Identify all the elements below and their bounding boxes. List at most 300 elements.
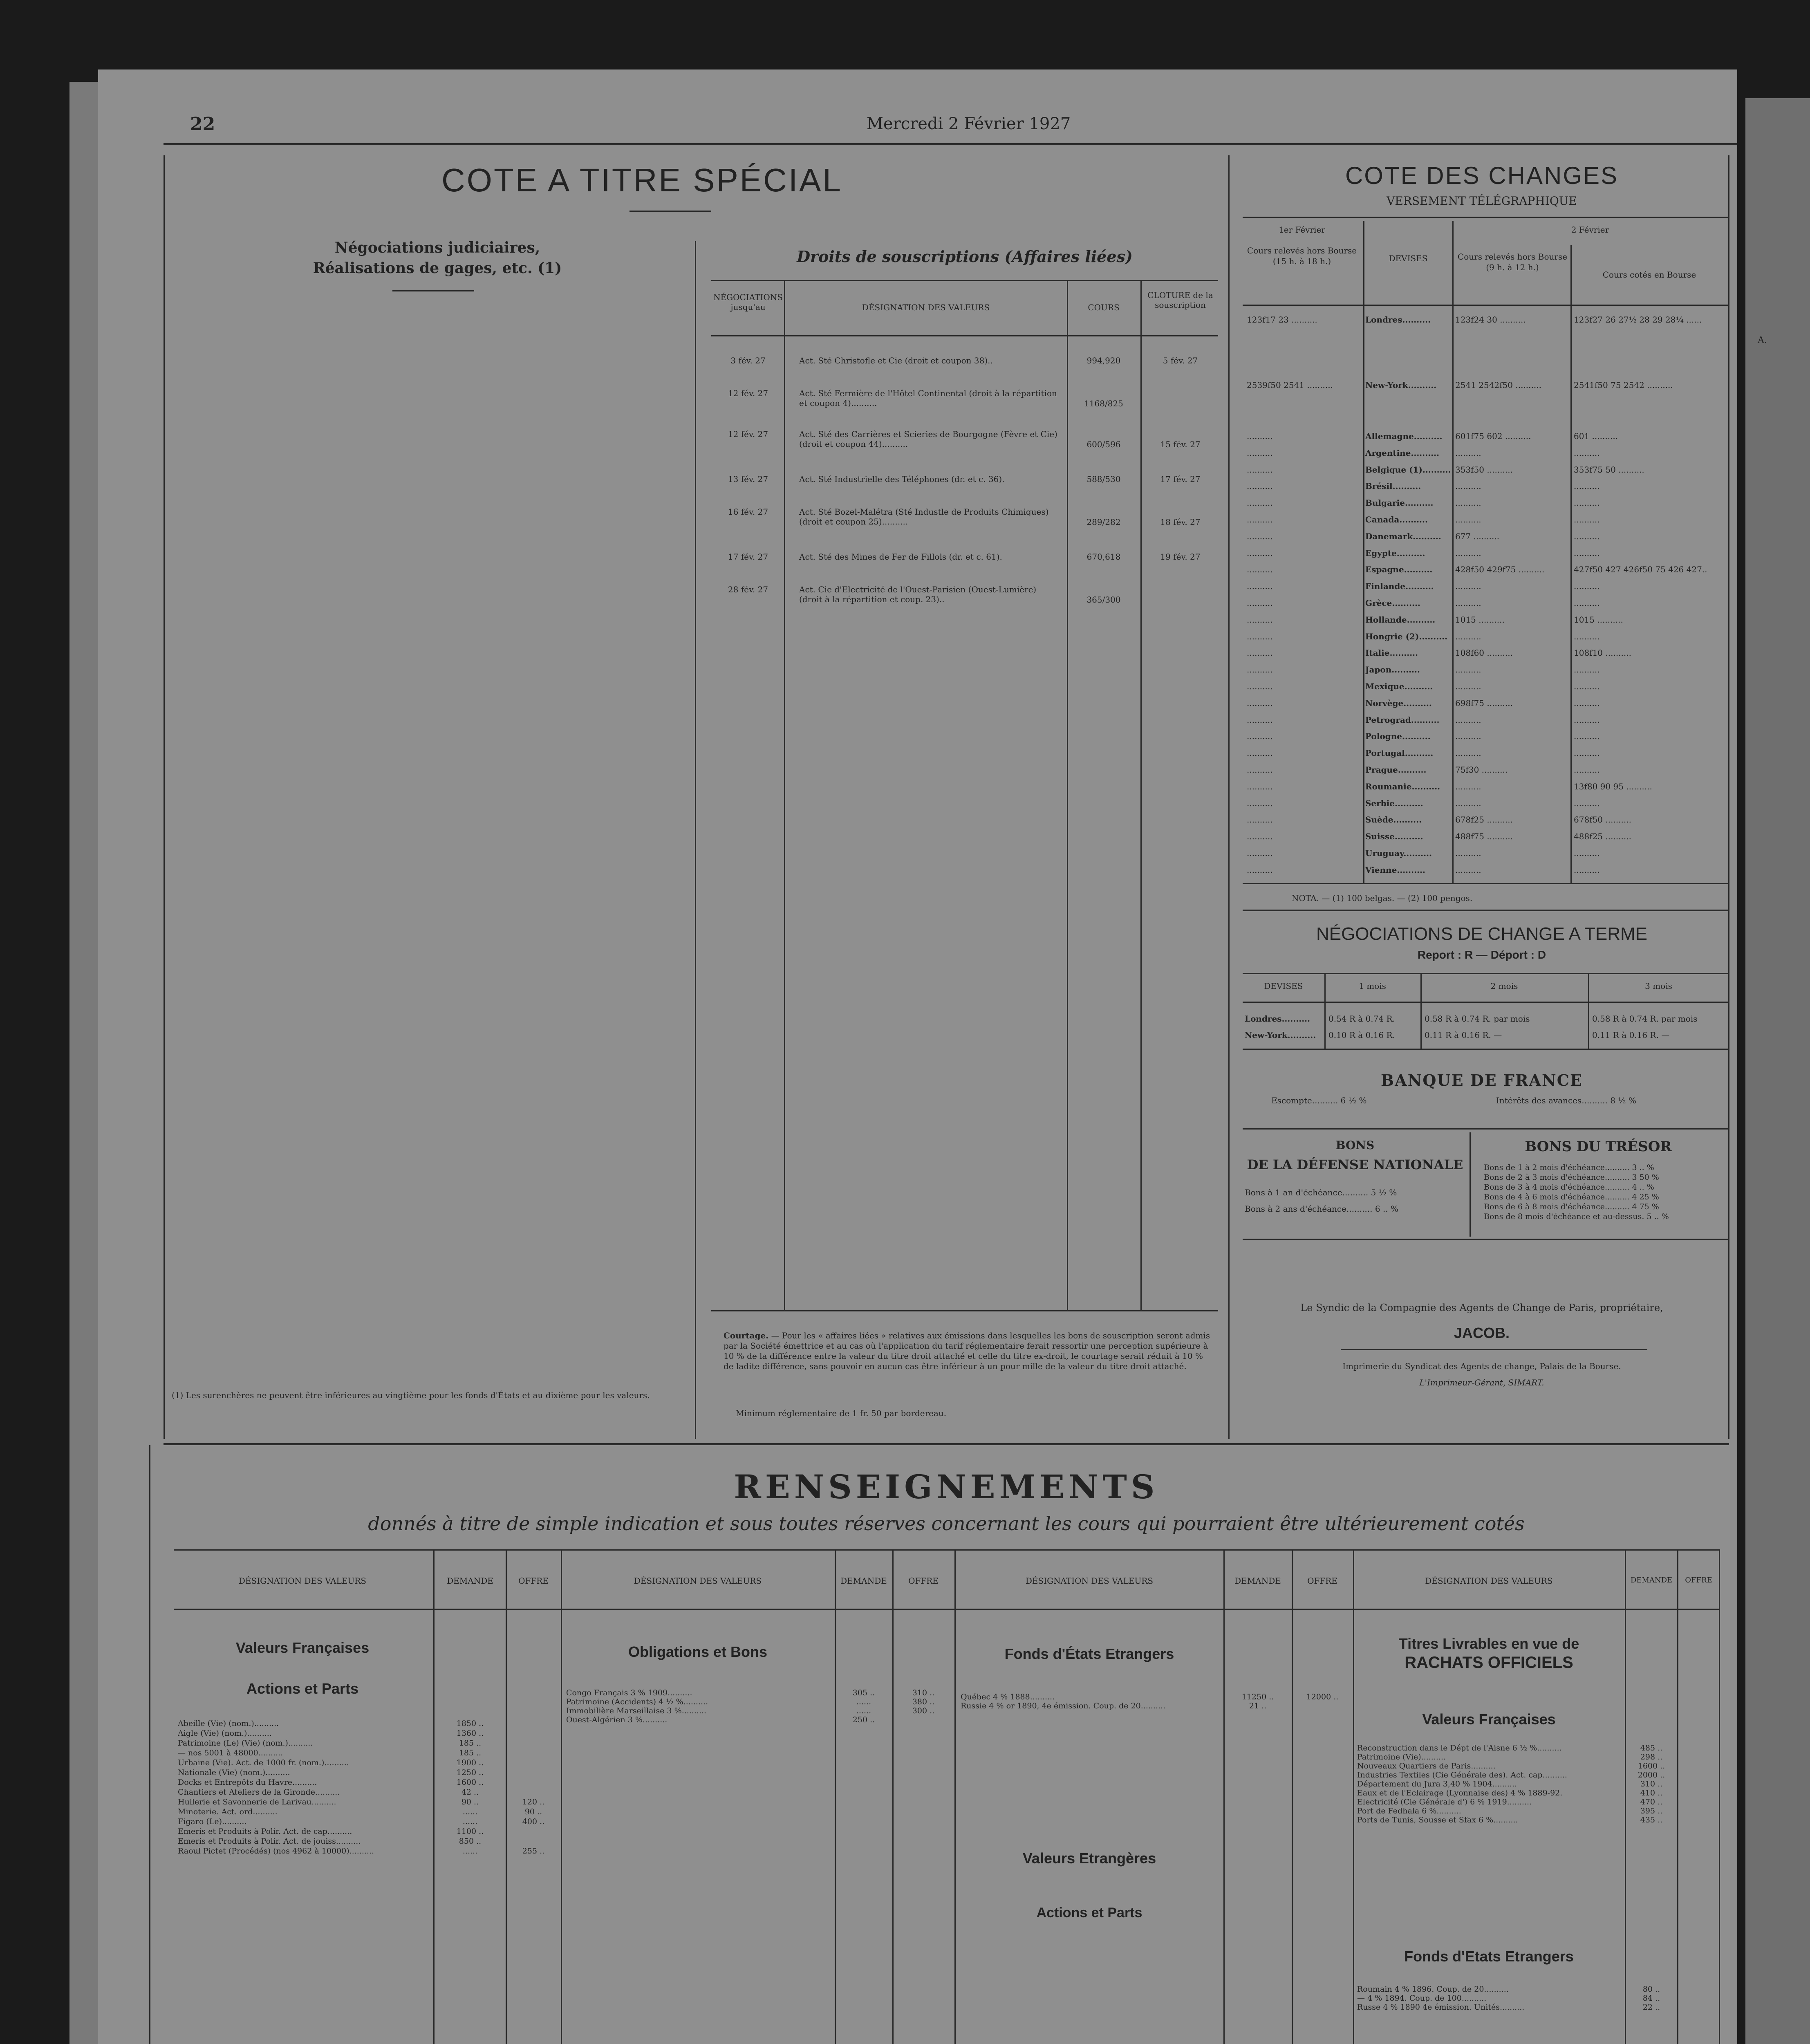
- changes-row-prev: ..........: [1247, 431, 1273, 441]
- terme-h-1mois: 1 mois: [1359, 981, 1386, 991]
- rens-div-c1b: [506, 1549, 507, 2044]
- changes-row-hors-bourse: 698f75 ..........: [1455, 698, 1513, 708]
- changes-row-prev: ..........: [1247, 848, 1273, 858]
- changes-row-prev: ..........: [1247, 765, 1273, 775]
- c1-row-demande: 1250 ..: [456, 1768, 484, 1777]
- droits-col3: [1140, 280, 1142, 1310]
- terme-col3: [1588, 973, 1589, 1049]
- neg-underline: [392, 290, 474, 291]
- changes-row-prev: 123f17 23 ..........: [1247, 315, 1317, 325]
- changes-row-devise: Suède..........: [1365, 815, 1422, 825]
- renseignements-title: RENSEIGNEMENTS: [734, 1468, 1159, 1506]
- syndic-rule: [1341, 1349, 1647, 1350]
- changes-row-bourse: 601 ..........: [1574, 431, 1618, 441]
- changes-row-devise: Belgique (1)..........: [1365, 465, 1451, 475]
- c4-h-off: OFFRE: [1685, 1576, 1712, 1585]
- c3-h-des: DÉSIGNATION DES VALEURS: [1025, 1576, 1154, 1586]
- changes-row-prev: ..........: [1247, 581, 1273, 591]
- droits-row-cours: 670,618: [1086, 552, 1121, 562]
- frame-left: [164, 155, 165, 1439]
- changes-row-hors-bourse: ..........: [1455, 598, 1481, 608]
- c1-row-demande: 42 ..: [461, 1788, 479, 1797]
- c4-row2-demande: 22 ..: [1642, 2003, 1660, 2012]
- c1-h-off: OFFRE: [518, 1576, 549, 1586]
- rens-div-c1a: [433, 1549, 435, 2044]
- c4-h1a: Titres Livrables en vue de: [1398, 1635, 1579, 1652]
- c1-row-name: Raoul Pictet (Procédés) (nos 4962 à 10000)..........: [178, 1847, 374, 1856]
- courtage-label: Courtage.: [724, 1331, 769, 1340]
- changes-row-devise: Serbie..........: [1365, 798, 1423, 808]
- c1-row-name: Emeris et Produits à Polir. Act. de jouiss..........: [178, 1837, 361, 1846]
- header-rule: [164, 143, 1737, 145]
- rens-div-c1c: [561, 1549, 562, 2044]
- syndic-name: JACOB.: [1454, 1325, 1510, 1341]
- changes-h-right-date: 2 Février: [1571, 225, 1609, 235]
- c4-h-des: DÉSIGNATION DES VALEURS: [1425, 1576, 1553, 1586]
- changes-row-bourse: ..........: [1574, 581, 1600, 591]
- c1-row-demande: 90 ..: [461, 1797, 479, 1806]
- c4-h-dem: DEMANDE: [1630, 1576, 1673, 1585]
- neg-divider: [695, 241, 696, 1439]
- changes-rule-bottom: [1243, 883, 1729, 884]
- rens-div-c2b: [892, 1549, 894, 2044]
- changes-row-hors-bourse: ..........: [1455, 581, 1481, 591]
- changes-row-prev: ..........: [1247, 681, 1273, 691]
- changes-row-prev: ..........: [1247, 531, 1273, 541]
- changes-row-bourse: ..........: [1574, 498, 1600, 508]
- changes-row-prev: ..........: [1247, 748, 1273, 758]
- changes-row-bourse: ..........: [1574, 515, 1600, 524]
- changes-row-prev: ..........: [1247, 648, 1273, 658]
- rens-div-c4a: [1625, 1549, 1626, 2044]
- rens-frame-left: [149, 1445, 150, 2044]
- droits-row-cours: 289/282: [1086, 517, 1121, 527]
- terme-row-1mois: 0.54 R à 0.74 R.: [1328, 1014, 1395, 1024]
- c1-row-offre: 400 ..: [522, 1817, 545, 1826]
- c2-h1: Obligations et Bons: [628, 1643, 767, 1660]
- page-number: 22: [190, 114, 215, 134]
- renseignements-subtitle: donnés à titre de simple indication et sous toutes réserves concernant les cours qui pourraient être ultérieurement cotés: [368, 1513, 1525, 1535]
- changes-row-devise: Uruguay..........: [1365, 848, 1432, 858]
- bons-def-t1: BONS: [1335, 1139, 1375, 1152]
- changes-row-prev: ..........: [1247, 831, 1273, 841]
- c2-row-offre: 380 ..: [912, 1697, 935, 1706]
- banque-title: BANQUE DE FRANCE: [1381, 1071, 1583, 1089]
- changes-row-prev: ..........: [1247, 715, 1273, 725]
- changes-h-left-date: 1er Février: [1279, 225, 1325, 235]
- changes-row-bourse: 427f50 427 426f50 75 426 427..: [1574, 565, 1707, 574]
- changes-row-prev: ..........: [1247, 615, 1273, 625]
- c4-row2-demande: 80 ..: [1642, 1985, 1660, 1994]
- droits-row-date: 12 fév. 27: [728, 388, 768, 398]
- terme-row-3mois: 0.58 R à 0.74 R. par mois: [1592, 1014, 1698, 1024]
- changes-row-bourse: ..........: [1574, 748, 1600, 758]
- changes-row-devise: Norvège..........: [1365, 698, 1432, 708]
- changes-row-hors-bourse: 488f75 ..........: [1455, 831, 1513, 841]
- c1-row-demande: 1360 ..: [456, 1729, 484, 1738]
- c2-row-demande: ......: [856, 1697, 871, 1706]
- bons-tresor-line: Bons de 6 à 8 mois d'échéance.......... 4 75 %: [1484, 1202, 1659, 1211]
- c1-row-name: Huilerie et Savonnerie de Larivau..........: [178, 1797, 336, 1806]
- c4-row2-demande: 84 ..: [1642, 1994, 1660, 2003]
- droits-rule-bottom: [711, 1310, 1218, 1311]
- surenchere-footnote: (1) Les surenchères ne peuvent être inférieures au vingtième pour les fonds d'États et au dixième pour les valeurs.: [172, 1390, 650, 1400]
- changes-subtitle: VERSEMENT TÉLÉGRAPHIQUE: [1387, 194, 1577, 208]
- changes-row-hors-bourse: ..........: [1455, 665, 1481, 675]
- changes-row-bourse: 108f10 ..........: [1574, 648, 1631, 658]
- c1-row-name: Minoterie. Act. ord..........: [178, 1807, 278, 1816]
- changes-row-bourse: ..........: [1574, 865, 1600, 875]
- droits-row-designation: Act. Sté Christofle et Cie (droit et coupon 38)..: [799, 356, 993, 365]
- terme-row-2mois: 0.58 R à 0.74 R. par mois: [1425, 1014, 1530, 1024]
- rens-div-c3c: [1353, 1549, 1354, 2044]
- changes-row-bourse: ..........: [1574, 731, 1600, 741]
- page-date: Mercredi 2 Février 1927: [867, 114, 1071, 133]
- changes-row-hors-bourse: ..........: [1455, 448, 1481, 458]
- c2-row-demande: ......: [856, 1706, 871, 1715]
- changes-row-hors-bourse: ..........: [1455, 715, 1481, 725]
- title-underline: [629, 211, 711, 212]
- changes-row-devise: Brésil..........: [1365, 481, 1421, 491]
- c1-row-name: Aigle (Vie) (nom.)..........: [178, 1729, 272, 1738]
- rens-div-c4b: [1677, 1549, 1678, 2044]
- terme-row-3mois: 0.11 R à 0.16 R. —: [1592, 1030, 1670, 1040]
- c1-row-offre: 120 ..: [522, 1797, 545, 1806]
- terme-rule: [1243, 910, 1729, 911]
- changes-row-bourse: ..........: [1574, 848, 1600, 858]
- terme-rule-head: [1243, 1002, 1729, 1003]
- changes-row-hors-bourse: ..........: [1455, 548, 1481, 558]
- changes-row-hors-bourse: 1015 ..........: [1455, 615, 1505, 625]
- changes-row-hors-bourse: ..........: [1455, 632, 1481, 641]
- negociations-title-2: Réalisations de gages, etc. (1): [313, 260, 562, 277]
- changes-h-right: Cours cotés en Bourse: [1602, 270, 1696, 280]
- c1-row-name: Urbaine (Vie). Act. de 1000 fr. (nom.)..........: [178, 1758, 349, 1767]
- changes-row-devise: Finlande..........: [1365, 581, 1434, 591]
- c4-row-demande: 435 ..: [1640, 1815, 1663, 1824]
- c3-h-off: OFFRE: [1307, 1576, 1337, 1586]
- changes-row-hors-bourse: 353f50 ..........: [1455, 465, 1513, 475]
- c1-row-offre: 255 ..: [522, 1847, 545, 1856]
- changes-row-bourse: 13f80 90 95 ..........: [1574, 782, 1652, 791]
- changes-row-prev: ..........: [1247, 698, 1273, 708]
- imprimerie-line: Imprimerie du Syndicat des Agents de change, Palais de la Bourse.: [1342, 1361, 1621, 1371]
- c4-row-name: Nouveaux Quartiers de Paris..........: [1357, 1762, 1496, 1771]
- changes-row-bourse: ..........: [1574, 698, 1600, 708]
- changes-row-hors-bourse: 677 ..........: [1455, 531, 1500, 541]
- rens-div-c4c: [1719, 1549, 1720, 2044]
- changes-row-bourse: ..........: [1574, 481, 1600, 491]
- c1-row-name: Patrimoine (Le) (Vie) (nom.)..........: [178, 1739, 313, 1748]
- changes-row-hors-bourse: 428f50 429f75 ..........: [1455, 565, 1545, 574]
- changes-row-devise: Hollande..........: [1365, 615, 1436, 625]
- courtage-minimum: Minimum réglementaire de 1 fr. 50 par bordereau.: [736, 1408, 947, 1418]
- c1-row-name: Chantiers et Ateliers de la Gironde..........: [178, 1788, 340, 1797]
- c1-h1: Valeurs Françaises: [235, 1639, 370, 1656]
- c4-h3: Fonds d'Etats Etrangers: [1404, 1948, 1574, 1965]
- c4-row2-name: Roumain 4 % 1896. Coup. de 20..........: [1357, 1985, 1509, 1994]
- rens-div-c2c: [954, 1549, 956, 2044]
- c1-row-demande: 1600 ..: [456, 1778, 484, 1787]
- c1-row-name: — nos 5001 à 48000..........: [178, 1748, 283, 1757]
- changes-row-prev: ..........: [1247, 465, 1273, 475]
- terme-h-3mois: 3 mois: [1645, 981, 1672, 991]
- droits-row-cloture: 5 fév. 27: [1163, 356, 1198, 365]
- changes-row-devise: Suisse..........: [1365, 831, 1423, 841]
- rens-rule-top: [174, 1549, 1719, 1551]
- changes-row-hors-bourse: ..........: [1455, 498, 1481, 508]
- changes-row-prev: ..........: [1247, 448, 1273, 458]
- droits-row-designation: Act. Sté Fermière de l'Hôtel Continental (droit à la répartition et coupon 4)..........: [799, 388, 1057, 408]
- changes-rule-head: [1243, 305, 1729, 306]
- rens-div-c3b: [1292, 1549, 1293, 2044]
- changes-row-devise: Egypte..........: [1365, 548, 1425, 558]
- c4-row-name: Reconstruction dans le Dépt de l'Aisne 6 ½ %..........: [1357, 1744, 1562, 1753]
- c1-row-offre: 90 ..: [524, 1807, 542, 1816]
- changes-row-devise: Prague..........: [1365, 765, 1427, 775]
- c1-h2: Actions et Parts: [246, 1680, 359, 1697]
- changes-row-devise: Petrograd..........: [1365, 715, 1440, 725]
- rens-div-c3a: [1223, 1549, 1225, 2044]
- c4-row-demande: 310 ..: [1640, 1780, 1663, 1788]
- changes-row-hors-bourse: ..........: [1455, 515, 1481, 524]
- changes-row-hors-bourse: 123f24 30 ..........: [1455, 315, 1526, 325]
- changes-row-hors-bourse: ..........: [1455, 798, 1481, 808]
- cote-special-title: COTE A TITRE SPÉCIAL: [441, 162, 843, 198]
- frame-middle: [1228, 155, 1230, 1439]
- droits-row-cloture: 18 fév. 27: [1160, 517, 1201, 527]
- courtage-text: — Pour les « affaires liées » relatives aux émissions dans lesquelles les bons de souscription seront admis par la Société émettrice et au cas où l'application du tarif réglementaire ferait ressortir une perception supérieure à 10 % de la différence entre la valeur du titre droit attaché et celle du titre ex-droit, le courtage serait réduit à 10 % de ladite différence, sans pouvoir en aucun cas être inférieur à un pour mille de la valeur du titre droit attaché.: [724, 1331, 1210, 1371]
- droits-row-cloture: 15 fév. 27: [1160, 439, 1201, 449]
- droits-row-date: 17 fév. 27: [728, 552, 768, 562]
- changes-row-bourse: 2541f50 75 2542 ..........: [1574, 380, 1673, 390]
- changes-row-devise: Pologne..........: [1365, 731, 1431, 741]
- c4-row-demande: 1600 ..: [1638, 1762, 1665, 1771]
- changes-row-prev: ..........: [1247, 782, 1273, 791]
- changes-row-devise: Danemark..........: [1365, 531, 1441, 541]
- terme-rule-top: [1243, 973, 1729, 974]
- changes-col3: [1570, 245, 1572, 883]
- droits-col2: [1067, 280, 1068, 1310]
- courtage-note: [724, 1331, 1214, 1372]
- c3-h2: Valeurs Etrangères: [1022, 1850, 1156, 1867]
- changes-row-prev: ..........: [1247, 665, 1273, 675]
- col-cloture: CLOTURE de la souscription: [1147, 290, 1213, 310]
- changes-title: COTE DES CHANGES: [1345, 162, 1619, 189]
- changes-h-devises: DEVISES: [1389, 253, 1428, 263]
- c1-row-demande: 1100 ..: [456, 1827, 484, 1836]
- section-rule: [164, 1443, 1729, 1445]
- c3-h3: Actions et Parts: [1036, 1905, 1142, 1921]
- c1-row-name: Emeris et Produits à Polir. Act. de cap..........: [178, 1827, 352, 1836]
- changes-row-bourse: 353f75 50 ..........: [1574, 465, 1644, 475]
- c4-row-name: Département du Jura 3,40 % 1904..........: [1357, 1780, 1517, 1788]
- c1-row-demande: 850 ..: [459, 1837, 482, 1846]
- changes-row-bourse: ..........: [1574, 632, 1600, 641]
- banque-interets: Intérêts des avances.......... 8 ½ %: [1496, 1096, 1637, 1105]
- changes-row-devise: Allemagne..........: [1365, 431, 1443, 441]
- bons-rule-bottom: [1243, 1239, 1729, 1240]
- c4-row-name: Electricité (Cie Générale d') 6 % 1919..........: [1357, 1797, 1532, 1806]
- c4-row-demande: 2000 ..: [1638, 1771, 1665, 1780]
- changes-row-devise: Espagne..........: [1365, 565, 1433, 574]
- changes-row-hors-bourse: 2541 2542f50 ..........: [1455, 380, 1541, 390]
- bons-tresor-line: Bons de 1 à 2 mois d'échéance.......... 3 .. %: [1484, 1163, 1654, 1172]
- droits-row-designation: Act. Sté Industrielle des Téléphones (dr. et c. 36).: [799, 474, 1005, 484]
- changes-row-devise: Hongrie (2)..........: [1365, 632, 1448, 641]
- facing-page-fragment: A.: [1758, 335, 1767, 345]
- changes-row-devise: Bulgarie..........: [1365, 498, 1434, 508]
- c4-row-name: Industries Textiles (Cie Générale des). Act. cap..........: [1357, 1771, 1567, 1780]
- col-negociations: NÉGOCIATIONS jusqu'au: [713, 292, 783, 312]
- terme-subtitle: Report : R — Déport : D: [1417, 948, 1546, 961]
- droits-row-cours: 1168/825: [1084, 399, 1123, 408]
- c4-row2-name: — 4 % 1894. Coup. de 100..........: [1357, 1994, 1487, 2003]
- droits-row-cloture: 17 fév. 27: [1160, 474, 1201, 484]
- c1-h-des: DÉSIGNATION DES VALEURS: [238, 1576, 367, 1586]
- changes-row-devise: Mexique..........: [1365, 681, 1433, 691]
- changes-row-devise: Canada..........: [1365, 515, 1428, 524]
- terme-row-devise: New-York..........: [1245, 1030, 1316, 1040]
- bons-divider: [1470, 1132, 1471, 1237]
- bons-tresor-title: BONS DU TRÉSOR: [1525, 1139, 1672, 1155]
- droits-col1: [784, 280, 785, 1310]
- changes-row-bourse: ..........: [1574, 665, 1600, 675]
- droits-rule-top: [711, 280, 1218, 281]
- c1-row-demande: 1900 ..: [456, 1758, 484, 1767]
- changes-row-hors-bourse: 108f60 ..........: [1455, 648, 1513, 658]
- c4-h2: Valeurs Françaises: [1422, 1711, 1556, 1728]
- changes-row-prev: ..........: [1247, 632, 1273, 641]
- changes-row-bourse: ..........: [1574, 598, 1600, 608]
- changes-row-devise: Argentine..........: [1365, 448, 1440, 458]
- c4-h1b: RACHATS OFFICIELS: [1405, 1654, 1573, 1672]
- c4-row-demande: 410 ..: [1640, 1788, 1663, 1797]
- changes-row-hors-bourse: ..........: [1455, 782, 1481, 791]
- banque-escompte: Escompte.......... 6 ½ %: [1271, 1096, 1367, 1105]
- imprimeur-line: L'Imprimeur-Gérant, SIMART.: [1419, 1378, 1544, 1387]
- changes-row-prev: ..........: [1247, 481, 1273, 491]
- c1-row-name: Nationale (Vie) (nom.)..........: [178, 1768, 290, 1777]
- c1-row-demande: 185 ..: [459, 1748, 482, 1757]
- c2-row-demande: 250 ..: [852, 1715, 875, 1724]
- changes-row-devise: Londres..........: [1365, 315, 1431, 325]
- droits-row-date: 13 fév. 27: [728, 474, 768, 484]
- c1-row-demande: 1850 ..: [456, 1719, 484, 1728]
- bons-def-1an: Bons à 1 an d'échéance.......... 5 ½ %: [1245, 1188, 1397, 1197]
- changes-col1: [1363, 221, 1364, 883]
- changes-row-bourse: 123f27 26 27½ 28 29 28¼ ......: [1574, 315, 1702, 325]
- c2-row-name: Ouest-Algérien 3 %..........: [566, 1715, 668, 1724]
- changes-h-mid: Cours relevés hors Bourse (9 h. à 12 h.): [1457, 252, 1568, 272]
- changes-row-devise: Italie..........: [1365, 648, 1418, 658]
- changes-row-hors-bourse: ..........: [1455, 681, 1481, 691]
- bons-tresor-line: Bons de 2 à 3 mois d'échéance.......... 3 50 %: [1484, 1173, 1659, 1182]
- droits-title: Droits de souscriptions (Affaires liées): [797, 247, 1133, 266]
- terme-h-2mois: 2 mois: [1490, 981, 1518, 991]
- terme-rule-bottom: [1243, 1049, 1729, 1050]
- c1-row-name: Figaro (Le)..........: [178, 1817, 247, 1826]
- terme-col2: [1420, 973, 1422, 1049]
- changes-row-prev: ..........: [1247, 865, 1273, 875]
- terme-row-1mois: 0.10 R à 0.16 R.: [1328, 1030, 1395, 1040]
- changes-nota: NOTA. — (1) 100 belgas. — (2) 100 pengos.: [1292, 893, 1473, 903]
- c4-row2-name: Russe 4 % 1890 4e émission. Unités..........: [1357, 2003, 1525, 2012]
- changes-row-devise: Roumanie..........: [1365, 782, 1440, 791]
- c4-row-demande: 298 ..: [1640, 1753, 1663, 1762]
- rens-div-c2a: [835, 1549, 836, 2044]
- terme-title: NÉGOCIATIONS DE CHANGE A TERME: [1316, 924, 1648, 944]
- c2-h-dem: DEMANDE: [840, 1576, 887, 1586]
- c4-row-demande: 395 ..: [1640, 1806, 1663, 1815]
- droits-row-cloture: 19 fév. 27: [1160, 552, 1201, 562]
- bons-tresor-line: Bons de 4 à 6 mois d'échéance.......... 4 25 %: [1484, 1192, 1659, 1201]
- changes-row-prev: ..........: [1247, 815, 1273, 825]
- terme-row-devise: Londres..........: [1245, 1014, 1310, 1024]
- changes-row-hors-bourse: ..........: [1455, 748, 1481, 758]
- c3-h-dem: DEMANDE: [1234, 1576, 1281, 1586]
- changes-h-left: Cours relevés hors Bourse (15 h. à 18 h.): [1247, 246, 1357, 266]
- changes-row-bourse: ..........: [1574, 765, 1600, 775]
- terme-h-devises: DEVISES: [1264, 981, 1303, 991]
- c1-row-demande: ......: [462, 1817, 478, 1826]
- c4-row-name: Ports de Tunis, Sousse et Sfax 6 %..........: [1357, 1815, 1518, 1824]
- changes-row-bourse: 488f25 ..........: [1574, 831, 1631, 841]
- changes-row-prev: ..........: [1247, 498, 1273, 508]
- facing-page-edge: [1745, 98, 1810, 2044]
- droits-row-date: 3 fév. 27: [730, 356, 766, 365]
- changes-row-bourse: ..........: [1574, 715, 1600, 725]
- bons-def-2ans: Bons à 2 ans d'échéance.......... 6 .. %: [1245, 1204, 1399, 1214]
- changes-row-hors-bourse: ..........: [1455, 731, 1481, 741]
- changes-row-hors-bourse: 601f75 602 ..........: [1455, 431, 1531, 441]
- c4-row-demande: 485 ..: [1640, 1744, 1663, 1753]
- c4-row-name: Port de Fedhala 6 %..........: [1357, 1806, 1461, 1815]
- changes-row-devise: Grèce..........: [1365, 598, 1420, 608]
- changes-row-bourse: ..........: [1574, 548, 1600, 558]
- changes-row-prev: ..........: [1247, 548, 1273, 558]
- bons-tresor-line: Bons de 3 à 4 mois d'échéance.......... 4 .. %: [1484, 1183, 1654, 1192]
- c1-row-name: Abeille (Vie) (nom.)..........: [178, 1719, 279, 1728]
- c2-row-offre: 300 ..: [912, 1706, 935, 1715]
- changes-row-prev: ..........: [1247, 731, 1273, 741]
- c3-row-demande: 21 ..: [1249, 1701, 1267, 1710]
- changes-rule-top: [1243, 217, 1729, 218]
- droits-row-cours: 600/596: [1086, 439, 1121, 449]
- droits-row-date: 12 fév. 27: [728, 429, 768, 439]
- changes-row-bourse: 678f50 ..........: [1574, 815, 1631, 825]
- changes-row-prev: ..........: [1247, 798, 1273, 808]
- droits-row-designation: Act. Sté des Carrières et Scieries de Bourgogne (Fèvre et Cie) (droit et coupon 44)..........: [799, 429, 1057, 449]
- droits-row-date: 28 fév. 27: [728, 585, 768, 594]
- col-designation: DÉSIGNATION DES VALEURS: [862, 303, 990, 312]
- c2-h-off: OFFRE: [908, 1576, 939, 1586]
- c2-row-name: Immobilière Marseillaise 3 %..........: [566, 1706, 707, 1715]
- c1-row-demande: ......: [462, 1807, 478, 1816]
- changes-row-hors-bourse: ..........: [1455, 848, 1481, 858]
- changes-row-devise: New-York..........: [1365, 380, 1437, 390]
- terme-col1: [1324, 973, 1326, 1049]
- c2-h-des: DÉSIGNATION DES VALEURS: [634, 1576, 762, 1586]
- changes-row-hors-bourse: 75f30 ..........: [1455, 765, 1508, 775]
- changes-row-devise: Vienne..........: [1365, 865, 1425, 875]
- changes-row-prev: ..........: [1247, 565, 1273, 574]
- frame-right: [1728, 155, 1729, 1439]
- changes-row-bourse: 1015 ..........: [1574, 615, 1623, 625]
- c4-row-name: Patrimoine (Vie)..........: [1357, 1753, 1446, 1762]
- changes-col2: [1452, 221, 1454, 883]
- changes-row-bourse: ..........: [1574, 798, 1600, 808]
